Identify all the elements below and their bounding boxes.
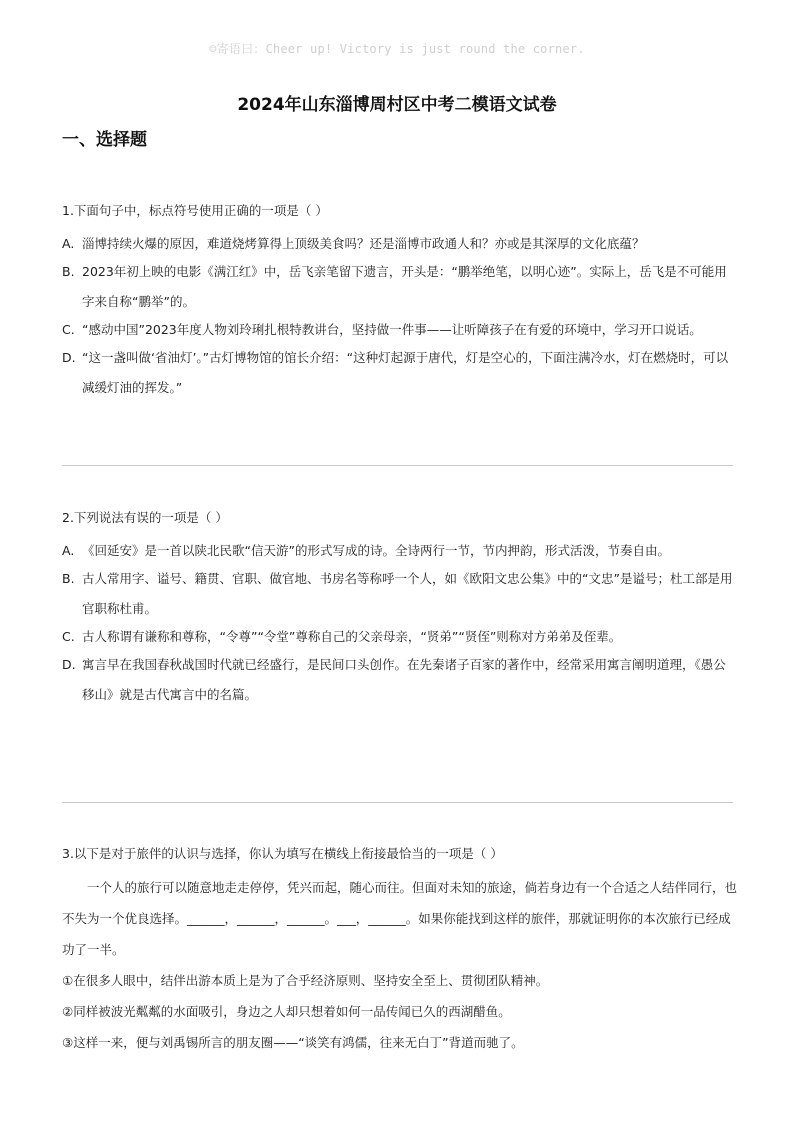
option-label: C. [62, 629, 75, 644]
option-text: 古人称谓有谦称和尊称，“令尊”“令堂”尊称自己的父亲母亲，“贤弟”“贤侄”则称对方弟弟及侄辈。 [82, 629, 622, 644]
option-text: 淄博持续火爆的原因，难道烧烤算得上顶级美食吗？还是淄博市政通人和？亦或是其深厚的文化底蕴？ [82, 236, 645, 251]
option-text: 古人常用字、谥号、籍贯、官职、做官地、书房名等称呼一个人，如《欧阳文忠公集》中的“文忠”是谥号；杜工部是用官职称杜甫。 [82, 571, 733, 616]
option-c[interactable] [62, 315, 738, 345]
page-title: 2024年山东淄博周村区中考二模语文试卷 [237, 95, 557, 115]
option-text: “这一盏叫做‘省油灯’。”古灯博物馆的馆长介绍：“这种灯起源于唐代，灯是空心的，下面注满冷水，灯在燃烧时，可以减缓灯油的挥发。” [82, 350, 729, 395]
option-d[interactable] [62, 650, 738, 710]
section-heading: 一、选择题 [62, 130, 147, 150]
option-label: D. [62, 657, 76, 672]
option-label: A. [62, 236, 75, 251]
option-label: C. [62, 322, 75, 337]
statement-1: ①在很多人眼中，结伴出游本质上是为了合乎经济原则、坚持安全至上、贯彻团队精神。 [62, 973, 549, 988]
option-label: B. [62, 264, 75, 279]
question-1 [62, 200, 738, 403]
option-label: B. [62, 571, 75, 586]
question-stem: 3.以下是对于旅伴的认识与选择，你认为填写在横线上衔接最恰当的一项是（ ） [62, 846, 503, 861]
watermark-motto: ☺寄语曰：Cheer up! Victory is just round the corner. [209, 42, 585, 56]
question-2 [62, 507, 738, 710]
question-stem: 2.下列说法有误的一项是（ ） [62, 510, 228, 525]
option-label: D. [62, 350, 76, 365]
option-label: A. [62, 543, 75, 558]
question-3 [62, 843, 738, 1058]
statement-3: ③这样一来，便与刘禹锡所言的朋友圈——“谈笑有鸿儒，往来无白丁”背道而驰了。 [62, 1035, 524, 1050]
option-a[interactable] [62, 536, 738, 566]
option-text: “感动中国”2023年度人物刘玲琍扎根特教讲台，坚持做一件事——让听障孩子在有爱的环境中，学习开口说话。 [82, 322, 702, 337]
option-a[interactable] [62, 229, 738, 259]
question-stem: 1.下面句子中，标点符号使用正确的一项是（ ） [62, 203, 328, 218]
option-b[interactable] [62, 564, 738, 624]
divider [62, 465, 733, 466]
option-text: 《回延安》是一首以陕北民歌“信天游”的形式写成的诗。全诗两行一节，节内押韵，形式活泼，节奏自由。 [82, 543, 670, 558]
option-c[interactable] [62, 622, 738, 652]
passage-text: 一个人的旅行可以随意地走走停停，凭兴而起，随心而往。但面对未知的旅途，倘若身边有一个合适之人结伴同行，也不失为一个优良选择。______，______，______。___，______。如果你能找到这样的旅伴，那就证明你的本次旅行已经成功了一半。 [62, 880, 738, 957]
statement-2: ②同样被波光粼粼的水面吸引，身边之人却只想着如何一品传闻已久的西湖醋鱼。 [62, 1004, 511, 1019]
option-b[interactable] [62, 257, 738, 317]
divider [62, 802, 733, 803]
option-text: 寓言早在我国春秋战国时代就已经盛行，是民间口头创作。在先秦诸子百家的著作中，经常采用寓言阐明道理，《愚公移山》就是古代寓言中的名篇。 [82, 657, 726, 702]
option-d[interactable] [62, 343, 738, 403]
option-text: 2023年初上映的电影《满江红》中，岳飞亲笔留下遗言，开头是：“鹏举绝笔，以明心迹”。实际上，岳飞是不可能用字来自称“鹏举”的。 [82, 264, 727, 309]
